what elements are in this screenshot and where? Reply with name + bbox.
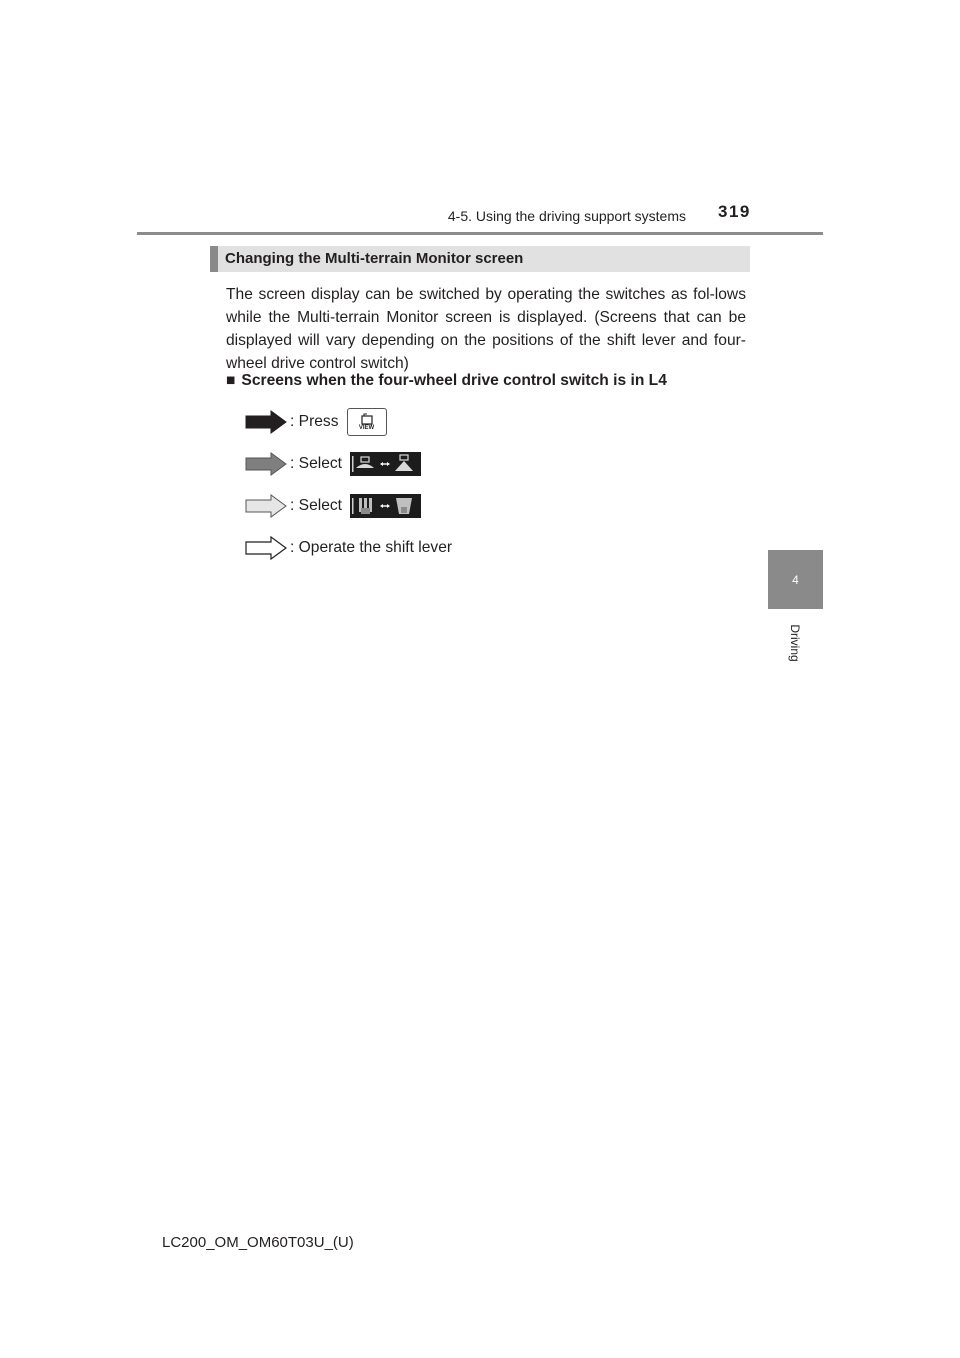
header-divider <box>137 232 823 235</box>
arrow-light-icon <box>245 494 287 518</box>
view-caption: VIEW <box>358 424 375 431</box>
legend-label: : Operate the shift lever <box>290 539 453 556</box>
document-code: LC200_OM_OM60T03U_(U) <box>162 1234 354 1251</box>
side-view-switch-icon <box>350 494 421 518</box>
running-header-section: 4-5. Using the driving support systems <box>447 208 686 224</box>
page-number: 319 <box>718 202 751 221</box>
camera-screen-icon <box>359 413 375 425</box>
view-button-icon <box>347 408 387 436</box>
section-heading: Changing the Multi-terrain Monitor screen <box>210 246 750 272</box>
chapter-tab <box>768 550 823 609</box>
arrow-gray-icon <box>245 452 287 476</box>
sub-heading <box>226 372 667 390</box>
sub-heading-text: Screens when the four-wheel drive control switch is in L4 <box>241 372 667 389</box>
legend-row-select-front <box>245 452 421 476</box>
legend-label: : Select <box>290 497 343 514</box>
legend-row-press <box>245 408 387 436</box>
chapter-number: 4 <box>792 572 799 587</box>
intro-paragraph: The screen display can be switched by operating the switches as fol-lows while the Multi-terrain Monitor screen is displayed. (Screens that can be displayed will vary depending on the positions of the shift lever and four-wheel drive control switch) <box>226 286 746 372</box>
front-wide-view-switch-icon <box>350 452 421 476</box>
square-bullet-icon: ■ <box>226 372 236 389</box>
arrow-black-icon <box>245 410 287 434</box>
legend-row-shift-lever <box>245 536 460 560</box>
arrow-outline-icon <box>245 536 287 560</box>
legend-row-select-side <box>245 494 421 518</box>
legend-label: : Select <box>290 455 343 472</box>
legend-label: : Press <box>290 413 339 430</box>
chapter-label: Driving <box>788 624 802 662</box>
